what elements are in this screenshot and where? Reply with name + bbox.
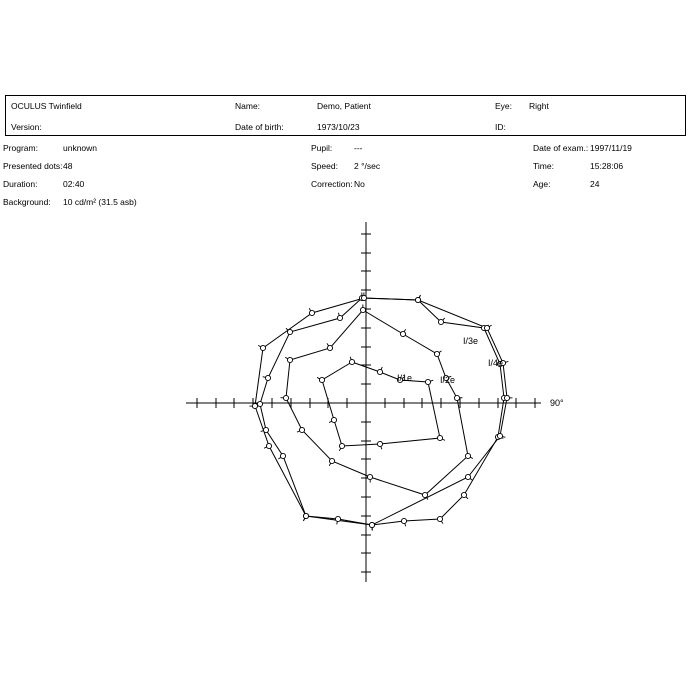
exam-date-value: 1997/11/19 [590,143,632,153]
stimulus-point [434,351,439,356]
age-value: 24 [590,179,600,189]
stimulus-point [425,379,430,384]
stimulus-point [367,474,372,479]
stimulus-point [465,453,470,458]
stimulus-direction-tick [505,361,508,362]
stimulus-direction-tick [338,313,339,316]
speed-value: 2 °/sec [354,161,381,171]
dob-value: 1973/10/23 [317,122,360,132]
stimulus-direction-tick [297,431,300,432]
stimulus-direction-tick [381,367,382,370]
isopter-label-i2e: I/2e [440,375,456,385]
time-label: Time: [533,161,554,171]
stimulus-point [360,307,365,312]
dots-label: Presented dots: [3,161,63,171]
stimulus-point [369,522,374,527]
stimulus-point [454,395,459,400]
background-value: 10 cd/m² (31.5 asb) [63,197,137,207]
speed-label: Speed: [311,161,338,171]
stimulus-point [327,345,332,350]
stimulus-direction-tick [503,437,506,438]
duration-label: Duration: [3,179,38,189]
stimulus-direction-tick [404,329,405,332]
isopter-label-i4e: I/4e [488,358,504,368]
stimulus-point [437,516,442,521]
stimulus-point [252,403,257,408]
stimulus-direction-tick [261,431,264,432]
stimulus-point [422,492,427,497]
stimulus-point [280,453,285,458]
stimulus-point [283,395,288,400]
stimulus-direction-tick [470,479,472,481]
eye-label: Eye: [495,101,513,111]
program-label: Program: [3,143,38,153]
stimulus-direction-tick [329,421,332,422]
pupil-value: --- [354,143,363,153]
stimulus-point [438,319,443,324]
stimulus-direction-tick [439,351,441,353]
stimulus-direction-tick [381,446,382,449]
stimulus-point [319,377,324,382]
stimulus-point [349,359,354,364]
stimulus-point [361,295,366,300]
stimulus-point [377,441,382,446]
stimulus-direction-tick [405,523,406,526]
stimulus-point [266,443,271,448]
app-name: OCULUS Twinfield [11,101,82,111]
stimulus-direction-tick [286,328,288,330]
stimulus-direction-tick [466,497,468,499]
duration-value: 02:40 [63,179,85,189]
stimulus-direction-tick [264,447,267,448]
stimulus-direction-tick [317,377,320,378]
stimulus-point [504,395,509,400]
stimulus-direction-tick [327,343,329,345]
stimulus-point [287,329,292,334]
stimulus-direction-tick [339,448,340,451]
stimulus-point [484,325,489,330]
name-value: Demo, Patient [317,101,371,111]
dots-value: 48 [63,161,73,171]
background-label: Background: [3,197,51,207]
isopter-labels [397,336,503,385]
isopter-i3e [260,298,504,525]
stimulus-point [377,369,382,374]
stimulus-point [339,443,344,448]
field-axes [186,222,541,582]
stimulus-direction-tick [278,457,280,459]
isopter-points [250,293,513,531]
dob-label: Date of birth: [235,122,284,132]
isopter-label-i3e: I/3e [463,336,479,346]
program-value: unknown [63,143,98,153]
stimulus-point [309,310,314,315]
stimulus-point [265,375,270,380]
stimulus-point [335,516,340,521]
stimulus-direction-tick [442,439,445,440]
stimulus-point [287,357,292,362]
stimulus-point [257,401,262,406]
stimulus-point [337,315,342,320]
stimulus-direction-tick [263,377,266,378]
eye-value: Right [529,101,549,111]
stimulus-direction-tick [258,345,261,346]
stimulus-point [401,518,406,523]
stimulus-direction-tick [419,295,420,298]
stimulus-direction-tick [329,463,330,466]
isopter-label-i1e: I/1e [397,373,413,383]
exam-date-label: Date of exam.: [533,143,589,153]
stimulus-direction-tick [303,518,304,521]
stimulus-direction-tick [285,357,288,358]
time-value: 15:28:06 [590,161,624,171]
stimulus-point [260,345,265,350]
pupil-label: Pupil: [311,143,333,153]
stimulus-direction-tick [441,521,443,523]
stimulus-direction-tick [309,308,310,310]
stimulus-direction-tick [430,380,433,381]
stimulus-point [437,435,442,440]
id-label: ID: [495,122,506,132]
stimulus-point [331,417,336,422]
stimulus-direction-tick [337,522,338,525]
stimulus-point [299,427,304,432]
stimulus-direction-tick [470,457,473,458]
stimulus-direction-tick [350,357,351,360]
stimulus-point [400,331,405,336]
stimulus-direction-tick [489,325,491,327]
correction-value: No [354,179,365,189]
stimulus-point [465,474,470,479]
stimulus-point [303,513,308,518]
stimulus-point [461,492,466,497]
stimulus-direction-tick [443,318,445,320]
stimulus-point [263,427,268,432]
correction-label: Correction: [311,179,353,189]
stimulus-point [415,297,420,302]
version-label: Version: [11,122,42,132]
name-label: Name: [235,101,261,111]
stimulus-point [497,433,502,438]
axis-label-90: 90° [550,398,564,408]
stimulus-point [329,458,334,463]
age-label: Age: [533,179,551,189]
